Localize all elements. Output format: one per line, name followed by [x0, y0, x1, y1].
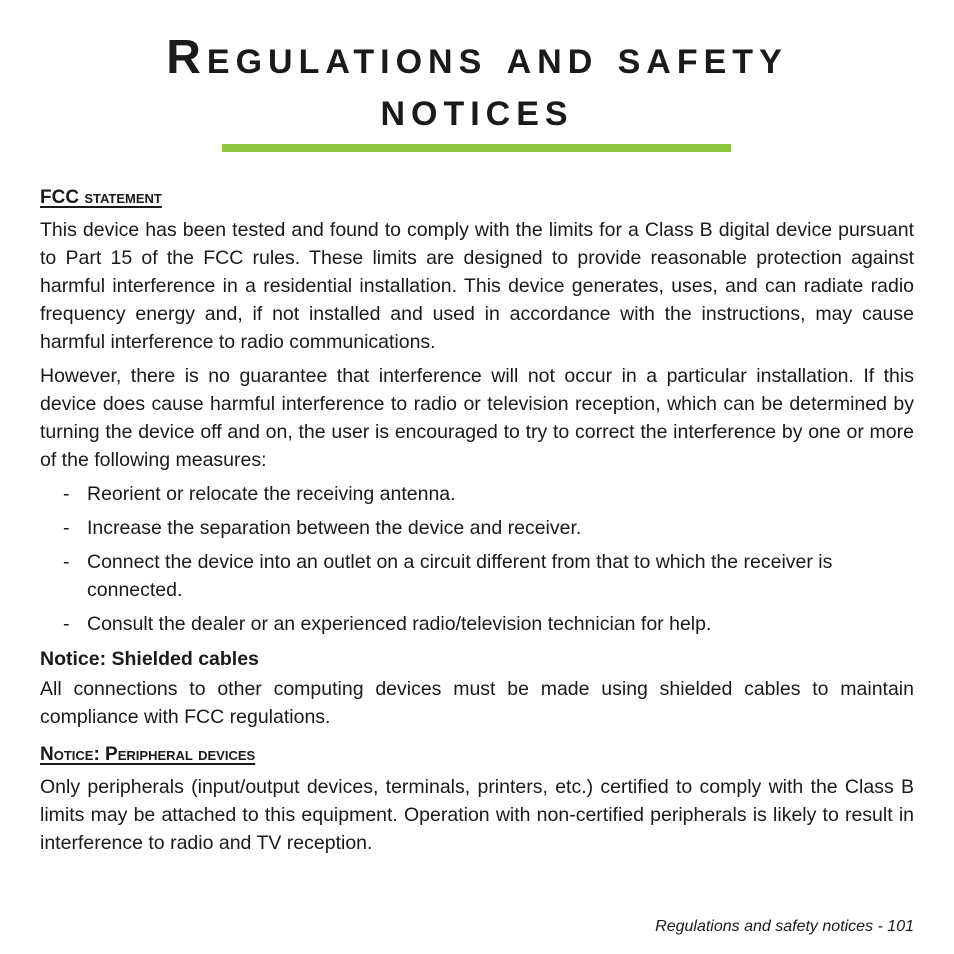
body-content — [40, 184, 914, 863]
dash-bullet: - — [63, 551, 70, 573]
measures-list — [40, 480, 914, 638]
footer-label: Regulations and safety notices - — [655, 918, 883, 935]
title-line-2: notices — [380, 83, 574, 136]
peripheral-devices-text: Only peripherals (input/output devices, terminals, printers, etc.) certified to comply with the Class B limits may be attached to this equipment. Operation with non-certified peripherals is likely to result in interference to radio and TV reception. — [40, 776, 914, 854]
list-item: - Connect the device into an outlet on a circuit different from that to which the receiver is connected. — [40, 548, 914, 604]
fcc-paragraph-2: However, there is no guarantee that interference will not occur in a particular installation. If this device does cause harmful interference to radio or television reception, which can be determined by turning the device off and on, the user is encouraged to try to correct the interference by one or more of the following measures: — [40, 365, 914, 471]
peripheral-devices-heading: Notice: Peripheral devices — [40, 744, 256, 765]
shielded-cables-text: All connections to other computing devices must be made using shielded cables to maintain compliance with FCC regulations. — [40, 678, 914, 728]
page-title — [40, 32, 914, 136]
dash-bullet: - — [63, 483, 70, 505]
title-underline-rule — [222, 144, 731, 152]
dash-bullet: - — [63, 517, 70, 539]
list-item: - Increase the separation between the device and receiver. — [40, 514, 914, 542]
fcc-statement-heading: FCC statement — [40, 187, 162, 208]
page-number: 101 — [887, 918, 914, 935]
shielded-cables-heading: Notice: Shielded cables — [40, 648, 259, 670]
title-line-1: Regulations and safety — [166, 31, 788, 84]
list-item: - Consult the dealer or an experienced radio/television technician for help. — [40, 610, 914, 638]
page-footer — [655, 916, 914, 938]
fcc-paragraph-1: This device has been tested and found to comply with the limits for a Class B digital device pursuant to Part 15 of the FCC rules. These limits are designed to provide reasonable protection against harmful interference in a residential installation. This device generates, uses, and can radiate radio frequency energy and, if not installed and used in accordance with the instructions, may cause harmful interference to radio communications. — [40, 219, 914, 353]
dash-bullet: - — [63, 613, 70, 635]
list-item: - Reorient or relocate the receiving antenna. — [40, 480, 914, 508]
